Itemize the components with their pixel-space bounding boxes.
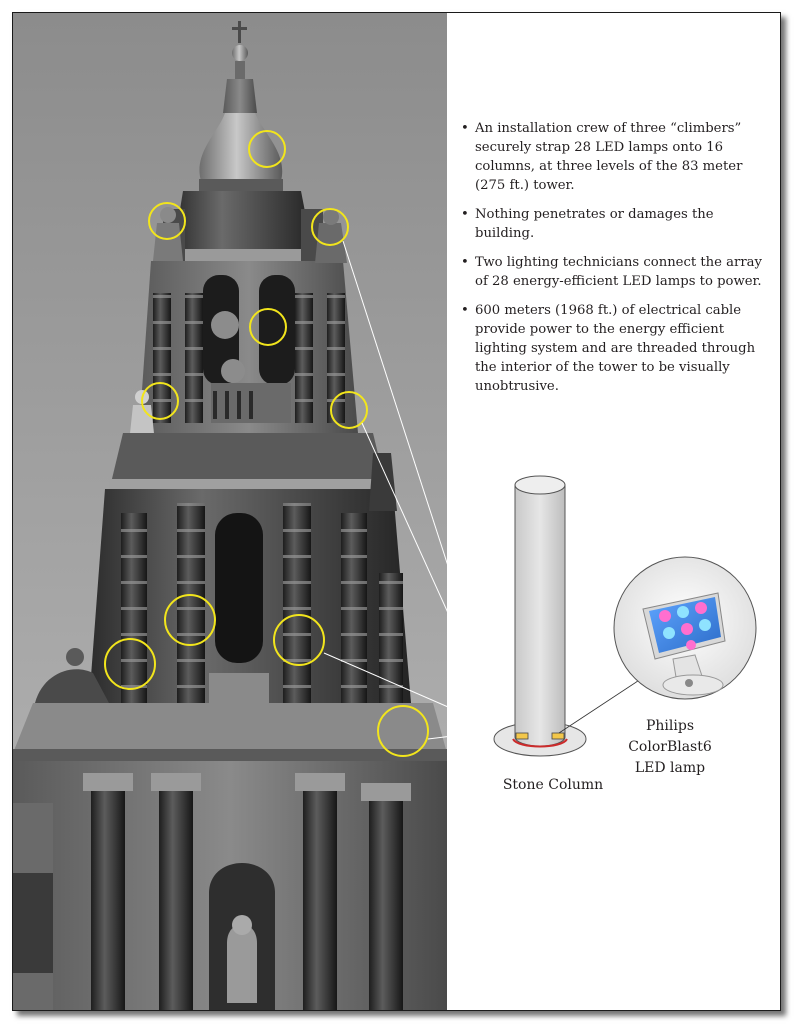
- led-lamp-caption: [605, 716, 735, 779]
- led-lamp-photo: [614, 557, 756, 699]
- lamp-housing-right: [552, 733, 564, 739]
- column-top: [515, 476, 565, 494]
- column-shaft: [515, 485, 565, 746]
- bullet-item-no-damage: • Nothing penetrates or damages the building.: [461, 205, 766, 243]
- led-lamp-caption-line2: LED lamp: [634, 760, 706, 776]
- leader-lines: [324, 241, 501, 739]
- led-lamp-caption-line1: Philips ColorBlast6: [628, 718, 712, 755]
- bullet-item-technicians: • Two lighting technicians connect the array of 28 energy-efficient LED lamps to power.: [461, 253, 766, 291]
- bullet-item-cable: • 600 meters (1968 ft.) of electrical cable provide power to the energy efficient lighting system and are threaded through the interior of the tower to be visually unobtrusive.: [461, 301, 766, 396]
- bullet-item-installation: • An installation crew of three “climbers” securely strap 28 LED lamps onto 16 columns, at three levels of the 83 meter (275 ft.) tower.: [461, 119, 766, 195]
- lamp-housing-left: [516, 733, 528, 739]
- column-diagram: [13, 13, 780, 1010]
- document-page: [12, 12, 781, 1011]
- stone-column-caption: Stone Column: [502, 777, 604, 793]
